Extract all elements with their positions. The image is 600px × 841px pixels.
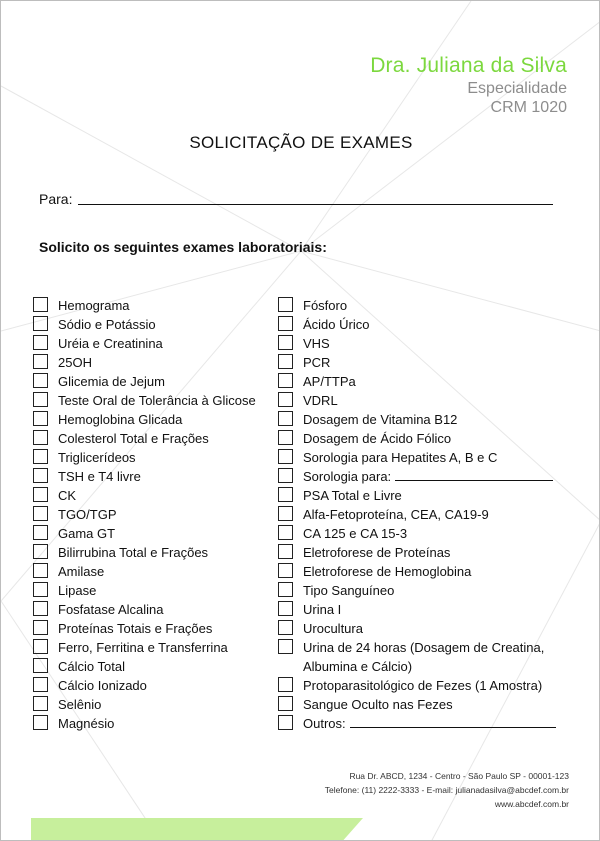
exam-checkbox[interactable] bbox=[33, 335, 48, 350]
exam-item[interactable] bbox=[33, 524, 256, 543]
exam-label: Hemoglobina Glicada bbox=[58, 412, 183, 427]
exam-item[interactable] bbox=[278, 353, 556, 372]
exam-item[interactable] bbox=[278, 315, 556, 334]
exam-label: Urocultura bbox=[303, 621, 363, 636]
outros-field[interactable] bbox=[350, 715, 556, 728]
exam-item[interactable] bbox=[33, 581, 256, 600]
exam-checkbox[interactable] bbox=[33, 582, 48, 597]
exam-label: Bilirrubina Total e Frações bbox=[58, 545, 209, 560]
exam-item[interactable] bbox=[278, 524, 556, 543]
exam-item[interactable] bbox=[278, 410, 556, 429]
exam-label: Dosagem de Vitamina B12 bbox=[303, 412, 458, 427]
exam-label: CK bbox=[58, 488, 77, 503]
exam-checkbox[interactable] bbox=[278, 468, 293, 483]
exam-label: Eletroforese de Proteínas bbox=[303, 545, 451, 560]
exam-item[interactable] bbox=[278, 448, 556, 467]
exam-label: VDRL bbox=[303, 393, 338, 408]
exam-checkbox[interactable] bbox=[278, 316, 293, 331]
exam-item[interactable] bbox=[278, 296, 556, 315]
exam-checkbox[interactable] bbox=[278, 563, 293, 578]
exam-checkbox[interactable] bbox=[33, 316, 48, 331]
exam-label: Sorologia para Hepatites A, B e C bbox=[303, 450, 498, 465]
clinic-footer bbox=[325, 769, 569, 811]
left-exam-list bbox=[33, 296, 256, 733]
right-exam-list bbox=[278, 296, 556, 733]
exam-item[interactable] bbox=[278, 676, 556, 695]
exam-checkbox[interactable] bbox=[33, 677, 48, 692]
exam-label: 25OH bbox=[58, 355, 92, 370]
exam-checkbox[interactable] bbox=[278, 373, 293, 388]
exam-checkbox[interactable] bbox=[33, 392, 48, 407]
exam-item[interactable] bbox=[278, 600, 556, 619]
exam-checkbox[interactable] bbox=[278, 392, 293, 407]
footer-website: www.abcdef.com.br bbox=[494, 799, 569, 809]
exam-label: Colesterol Total e Frações bbox=[58, 431, 209, 446]
exam-label: Lipase bbox=[58, 583, 97, 598]
exam-item[interactable] bbox=[33, 486, 256, 505]
exam-checkbox[interactable] bbox=[278, 449, 293, 464]
exam-checkbox[interactable] bbox=[278, 582, 293, 597]
exam-item[interactable] bbox=[33, 676, 256, 695]
exam-checkbox[interactable] bbox=[278, 525, 293, 540]
exam-label: Amilase bbox=[58, 564, 105, 579]
footer-address: Rua Dr. ABCD, 1234 - Centro - São Paulo SP - 00001-123 bbox=[349, 771, 569, 781]
exam-label: Uréia e Creatinina bbox=[58, 336, 163, 351]
exam-label: Triglicerídeos bbox=[58, 450, 136, 465]
exam-label: Proteínas Totais e Frações bbox=[58, 621, 213, 636]
exam-label: Eletroforese de Hemoglobina bbox=[303, 564, 472, 579]
exam-checkbox[interactable] bbox=[278, 411, 293, 426]
exam-label: PCR bbox=[303, 355, 331, 370]
exam-checkbox[interactable] bbox=[278, 354, 293, 369]
exam-item[interactable] bbox=[278, 334, 556, 353]
exam-item[interactable] bbox=[33, 429, 256, 448]
exam-item[interactable] bbox=[278, 391, 556, 410]
exam-item[interactable] bbox=[278, 581, 556, 600]
exam-item[interactable] bbox=[33, 657, 256, 676]
exam-label: Sódio e Potássio bbox=[58, 317, 156, 332]
exam-checkbox[interactable] bbox=[33, 563, 48, 578]
exam-label: Ácido Úrico bbox=[303, 317, 370, 332]
exam-checkbox[interactable] bbox=[33, 468, 48, 483]
exam-item[interactable] bbox=[278, 638, 556, 657]
exam-label: Gama GT bbox=[58, 526, 116, 541]
exam-checkbox[interactable] bbox=[33, 487, 48, 502]
exam-item[interactable] bbox=[33, 638, 256, 657]
exam-label: Alfa-Fetoproteína, CEA, CA19-9 bbox=[303, 507, 489, 522]
exam-checkbox[interactable] bbox=[33, 525, 48, 540]
exam-checkbox[interactable] bbox=[278, 544, 293, 559]
exam-label bbox=[303, 714, 556, 733]
exam-item[interactable] bbox=[33, 714, 256, 733]
exam-label: Selênio bbox=[58, 697, 102, 712]
exam-checkbox[interactable] bbox=[278, 639, 293, 654]
exam-label: Urina de 24 horas (Dosagem de Creatina, bbox=[303, 640, 545, 655]
exam-label: AP/TTPa bbox=[303, 374, 356, 389]
exam-checkbox[interactable] bbox=[278, 487, 293, 502]
exam-checkbox[interactable] bbox=[33, 696, 48, 711]
exam-label: Cálcio Total bbox=[58, 659, 125, 674]
exam-checkbox[interactable] bbox=[278, 620, 293, 635]
sorologia-field[interactable] bbox=[395, 468, 553, 481]
exam-item[interactable] bbox=[33, 600, 256, 619]
para-label: Para: bbox=[39, 191, 73, 207]
exam-label: Ferro, Ferritina e Transferrina bbox=[58, 640, 228, 655]
exam-label: Tipo Sanguíneo bbox=[303, 583, 395, 598]
exam-label: Cálcio Ionizado bbox=[58, 678, 147, 693]
exam-label: Urina I bbox=[303, 602, 342, 617]
exam-item[interactable] bbox=[278, 619, 556, 638]
exam-checkbox[interactable] bbox=[33, 601, 48, 616]
exam-item[interactable] bbox=[33, 410, 256, 429]
exam-checkbox[interactable] bbox=[33, 354, 48, 369]
exam-checkbox[interactable] bbox=[33, 544, 48, 559]
exam-checkbox[interactable] bbox=[278, 715, 293, 730]
footer-accent-bar bbox=[31, 818, 363, 841]
doctor-name: Dra. Juliana da Silva bbox=[370, 54, 567, 77]
exam-item[interactable] bbox=[33, 695, 256, 714]
exam-checkbox[interactable] bbox=[33, 297, 48, 312]
exam-item-continuation bbox=[278, 657, 556, 676]
exam-label: Teste Oral de Tolerância à Glicose bbox=[58, 393, 256, 408]
exam-item[interactable] bbox=[33, 448, 256, 467]
exam-label: TGO/TGP bbox=[58, 507, 117, 522]
exam-item[interactable] bbox=[33, 296, 256, 315]
exam-item[interactable] bbox=[278, 372, 556, 391]
exam-item[interactable] bbox=[33, 391, 256, 410]
exam-label: Fosfatase Alcalina bbox=[58, 602, 164, 617]
exam-label: Glicemia de Jejum bbox=[58, 374, 165, 389]
exam-label: Hemograma bbox=[58, 298, 130, 313]
exam-item[interactable] bbox=[33, 353, 256, 372]
exam-item[interactable] bbox=[33, 619, 256, 638]
exam-item[interactable] bbox=[278, 543, 556, 562]
exam-checkbox[interactable] bbox=[33, 411, 48, 426]
exam-item[interactable] bbox=[278, 714, 556, 733]
exam-label: VHS bbox=[303, 336, 330, 351]
exam-label: Fósforo bbox=[303, 298, 348, 313]
exam-checkbox[interactable] bbox=[278, 297, 293, 312]
exam-label: Protoparasitológico de Fezes (1 Amostra) bbox=[303, 678, 543, 693]
para-field[interactable] bbox=[78, 204, 553, 205]
request-subtitle: Solicito os seguintes exames laboratoriais: bbox=[39, 239, 327, 255]
exam-checkbox[interactable] bbox=[278, 696, 293, 711]
doctor-header bbox=[370, 53, 567, 117]
exam-item[interactable] bbox=[33, 467, 256, 486]
exam-label: CA 125 e CA 15-3 bbox=[303, 526, 408, 541]
exam-checkbox[interactable] bbox=[33, 506, 48, 521]
exam-checkbox[interactable] bbox=[278, 506, 293, 521]
exam-checkbox[interactable] bbox=[33, 620, 48, 635]
exam-checkbox[interactable] bbox=[33, 373, 48, 388]
exam-label: Magnésio bbox=[58, 716, 115, 731]
exam-label bbox=[303, 467, 553, 486]
exam-label: Sangue Oculto nas Fezes bbox=[303, 697, 453, 712]
exam-checkbox[interactable] bbox=[278, 335, 293, 350]
exam-item[interactable] bbox=[33, 315, 256, 334]
page-title: SOLICITAÇÃO DE EXAMES bbox=[189, 133, 413, 152]
exam-checkbox[interactable] bbox=[278, 601, 293, 616]
exam-label: Albumina e Cálcio) bbox=[303, 659, 413, 674]
exam-label: Dosagem de Ácido Fólico bbox=[303, 431, 452, 446]
exam-item[interactable] bbox=[278, 505, 556, 524]
exam-checkbox[interactable] bbox=[33, 430, 48, 445]
exam-label-text: Sorologia para: bbox=[303, 469, 392, 484]
exam-item[interactable] bbox=[33, 334, 256, 353]
exam-item[interactable] bbox=[278, 429, 556, 448]
doctor-crm: CRM 1020 bbox=[490, 99, 567, 116]
exam-checkbox[interactable] bbox=[33, 715, 48, 730]
exam-checkbox[interactable] bbox=[33, 449, 48, 464]
exam-label: TSH e T4 livre bbox=[58, 469, 141, 484]
exam-item[interactable] bbox=[278, 695, 556, 714]
exam-item[interactable] bbox=[33, 562, 256, 581]
footer-contact: Telefone: (11) 2222-3333 - E-mail: julianadasilva@abcdef.com.br bbox=[324, 785, 569, 795]
exam-item[interactable] bbox=[33, 372, 256, 391]
exam-item[interactable] bbox=[278, 562, 556, 581]
exam-label: PSA Total e Livre bbox=[303, 488, 402, 503]
exam-checkbox[interactable] bbox=[278, 430, 293, 445]
exam-item[interactable] bbox=[33, 505, 256, 524]
doctor-specialty: Especialidade bbox=[467, 80, 567, 97]
exam-item[interactable] bbox=[278, 467, 556, 486]
exam-checkbox[interactable] bbox=[33, 639, 48, 654]
exam-checkbox[interactable] bbox=[33, 658, 48, 673]
exam-item[interactable] bbox=[33, 543, 256, 562]
exam-label-text: Outros: bbox=[303, 716, 346, 731]
exam-item[interactable] bbox=[278, 486, 556, 505]
exam-checkbox[interactable] bbox=[278, 677, 293, 692]
